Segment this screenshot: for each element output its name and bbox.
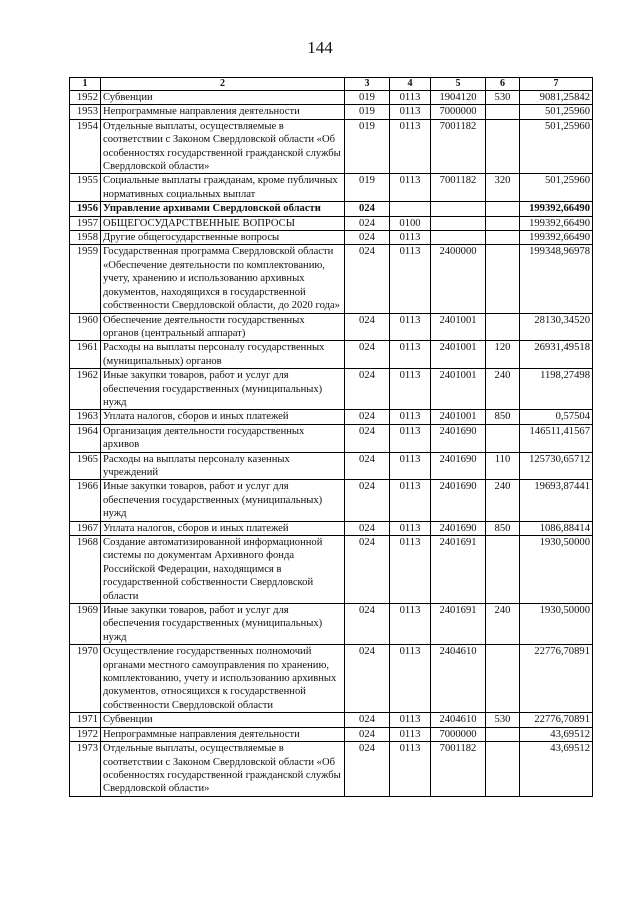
row-amount: 22776,70891 [520, 713, 593, 727]
row-target-code: 2401690 [431, 521, 486, 535]
row-amount: 501,25960 [520, 105, 593, 119]
row-expense-type-code: 320 [486, 174, 520, 202]
row-name: Уплата налогов, сборов и иных платежей [101, 521, 345, 535]
row-section-code: 0113 [390, 521, 431, 535]
row-expense-type-code: 240 [486, 480, 520, 521]
row-section-code [390, 202, 431, 216]
row-name: Создание автоматизированной информационной системы по документам Архивного фонда Российской Федерации, находящимся в государственной собственности Свердловской области [101, 536, 345, 604]
table-row [70, 231, 593, 245]
row-expense-type-code: 120 [486, 341, 520, 369]
row-ministry-code: 024 [345, 645, 390, 713]
row-ministry-code: 024 [345, 410, 390, 424]
row-expense-type-code: 110 [486, 452, 520, 480]
row-ministry-code: 024 [345, 202, 390, 216]
row-section-code: 0113 [390, 480, 431, 521]
row-ministry-code: 019 [345, 119, 390, 174]
row-number: 1962 [70, 369, 101, 410]
row-target-code: 7001182 [431, 174, 486, 202]
row-target-code: 2401001 [431, 369, 486, 410]
row-section-code: 0113 [390, 536, 431, 604]
row-section-code: 0113 [390, 713, 431, 727]
row-name: Отдельные выплаты, осуществляемые в соответствии с Законом Свердловской области «Об особенностях государственной гражданской службы Свердловской области» [101, 119, 345, 174]
row-expense-type-code [486, 536, 520, 604]
row-amount: 43,69512 [520, 742, 593, 797]
row-section-code: 0113 [390, 742, 431, 797]
row-target-code: 2401691 [431, 604, 486, 645]
header-col-4: 4 [390, 78, 431, 91]
row-ministry-code: 024 [345, 604, 390, 645]
row-expense-type-code [486, 119, 520, 174]
row-ministry-code: 024 [345, 536, 390, 604]
row-amount: 199392,66490 [520, 216, 593, 230]
row-target-code [431, 202, 486, 216]
row-amount: 501,25960 [520, 119, 593, 174]
table-row [70, 604, 593, 645]
row-name: Обеспечение деятельности государственных органов (центральный аппарат) [101, 313, 345, 341]
row-number: 1954 [70, 119, 101, 174]
row-ministry-code: 024 [345, 727, 390, 741]
row-number: 1973 [70, 742, 101, 797]
row-ministry-code: 019 [345, 105, 390, 119]
row-expense-type-code [486, 216, 520, 230]
table-body [70, 91, 593, 797]
row-expense-type-code: 530 [486, 91, 520, 105]
row-number: 1972 [70, 727, 101, 741]
row-number: 1956 [70, 202, 101, 216]
row-amount: 43,69512 [520, 727, 593, 741]
row-section-code: 0113 [390, 604, 431, 645]
row-ministry-code: 024 [345, 216, 390, 230]
row-target-code: 7000000 [431, 105, 486, 119]
row-amount: 1930,50000 [520, 604, 593, 645]
row-section-code: 0113 [390, 424, 431, 452]
row-name: Организация деятельности государственных архивов [101, 424, 345, 452]
header-col-6: 6 [486, 78, 520, 91]
row-expense-type-code [486, 105, 520, 119]
row-ministry-code: 024 [345, 369, 390, 410]
row-section-code: 0113 [390, 91, 431, 105]
row-expense-type-code [486, 231, 520, 245]
row-ministry-code: 024 [345, 452, 390, 480]
budget-table [69, 77, 593, 797]
row-target-code [431, 231, 486, 245]
table-row [70, 245, 593, 313]
row-number: 1963 [70, 410, 101, 424]
header-col-7: 7 [520, 78, 593, 91]
row-section-code: 0113 [390, 645, 431, 713]
row-section-code: 0113 [390, 452, 431, 480]
row-ministry-code: 024 [345, 713, 390, 727]
row-expense-type-code [486, 202, 520, 216]
row-name: Расходы на выплаты персоналу государственных (муниципальных) органов [101, 341, 345, 369]
table-row [70, 216, 593, 230]
row-name: Иные закупки товаров, работ и услуг для обеспечения государственных (муниципальных) нужд [101, 604, 345, 645]
row-name: Уплата налогов, сборов и иных платежей [101, 410, 345, 424]
table-row [70, 341, 593, 369]
table-row [70, 480, 593, 521]
row-target-code: 2401001 [431, 410, 486, 424]
row-number: 1969 [70, 604, 101, 645]
row-name: Осуществление государственных полномочий органами местного самоуправления по хранению, комплектованию, учету и использованию архивных документов, относящихся к государственной собственности Свердловской области [101, 645, 345, 713]
table-row [70, 105, 593, 119]
row-ministry-code: 024 [345, 341, 390, 369]
row-target-code: 2401690 [431, 424, 486, 452]
row-number: 1968 [70, 536, 101, 604]
row-amount: 1198,27498 [520, 369, 593, 410]
row-number: 1965 [70, 452, 101, 480]
row-ministry-code: 024 [345, 742, 390, 797]
row-amount: 125730,65712 [520, 452, 593, 480]
table-row [70, 369, 593, 410]
row-amount: 501,25960 [520, 174, 593, 202]
row-number: 1970 [70, 645, 101, 713]
row-section-code: 0113 [390, 174, 431, 202]
row-number: 1952 [70, 91, 101, 105]
row-target-code: 7000000 [431, 727, 486, 741]
row-ministry-code: 024 [345, 521, 390, 535]
row-number: 1959 [70, 245, 101, 313]
row-number: 1953 [70, 105, 101, 119]
header-col-3: 3 [345, 78, 390, 91]
table-row [70, 521, 593, 535]
row-name: Отдельные выплаты, осуществляемые в соответствии с Законом Свердловской области «Об особенностях государственной гражданской службы Свердловской области» [101, 742, 345, 797]
table-row [70, 727, 593, 741]
row-target-code: 2401690 [431, 452, 486, 480]
row-target-code: 2401690 [431, 480, 486, 521]
row-number: 1961 [70, 341, 101, 369]
row-amount: 28130,34520 [520, 313, 593, 341]
row-section-code: 0100 [390, 216, 431, 230]
row-name: Расходы на выплаты персоналу казенных учреждений [101, 452, 345, 480]
row-name: Иные закупки товаров, работ и услуг для обеспечения государственных (муниципальных) нужд [101, 369, 345, 410]
table-row [70, 119, 593, 174]
row-amount: 199392,66490 [520, 231, 593, 245]
row-target-code [431, 216, 486, 230]
row-number: 1971 [70, 713, 101, 727]
row-number: 1960 [70, 313, 101, 341]
row-name: Непрограммные направления деятельности [101, 105, 345, 119]
row-expense-type-code [486, 245, 520, 313]
row-amount: 26931,49518 [520, 341, 593, 369]
row-ministry-code: 024 [345, 231, 390, 245]
table-row [70, 536, 593, 604]
row-target-code: 2401691 [431, 536, 486, 604]
row-section-code: 0113 [390, 231, 431, 245]
table-header-row [70, 78, 593, 91]
row-amount: 1930,50000 [520, 536, 593, 604]
row-section-code: 0113 [390, 341, 431, 369]
row-name: Управление архивами Свердловской области [101, 202, 345, 216]
row-ministry-code: 024 [345, 245, 390, 313]
row-amount: 22776,70891 [520, 645, 593, 713]
row-target-code: 2400000 [431, 245, 486, 313]
row-name: ОБЩЕГОСУДАРСТВЕННЫЕ ВОПРОСЫ [101, 216, 345, 230]
row-name: Государственная программа Свердловской области «Обеспечение деятельности по комплектованию, учету, хранению и использованию архивных документов, находящихся в государственной собственности Свердловской области, до 2020 года» [101, 245, 345, 313]
table-row [70, 313, 593, 341]
row-target-code: 2404610 [431, 713, 486, 727]
row-ministry-code: 024 [345, 424, 390, 452]
table-row [70, 742, 593, 797]
row-section-code: 0113 [390, 410, 431, 424]
row-ministry-code: 019 [345, 91, 390, 105]
row-expense-type-code [486, 727, 520, 741]
row-number: 1966 [70, 480, 101, 521]
row-target-code: 2401001 [431, 313, 486, 341]
row-target-code: 1904120 [431, 91, 486, 105]
row-name: Другие общегосударственные вопросы [101, 231, 345, 245]
table-row [70, 174, 593, 202]
row-amount: 19693,87441 [520, 480, 593, 521]
row-name: Иные закупки товаров, работ и услуг для обеспечения государственных (муниципальных) нужд [101, 480, 345, 521]
table-row [70, 645, 593, 713]
row-expense-type-code [486, 645, 520, 713]
header-col-5: 5 [431, 78, 486, 91]
row-expense-type-code [486, 742, 520, 797]
row-section-code: 0113 [390, 245, 431, 313]
page-number: 144 [307, 38, 333, 57]
row-expense-type-code: 240 [486, 604, 520, 645]
table-row [70, 424, 593, 452]
row-amount: 199348,96978 [520, 245, 593, 313]
row-name: Субвенции [101, 713, 345, 727]
table-row [70, 713, 593, 727]
header-col-1: 1 [70, 78, 101, 91]
header-col-2: 2 [101, 78, 345, 91]
row-section-code: 0113 [390, 313, 431, 341]
row-expense-type-code: 850 [486, 521, 520, 535]
row-ministry-code: 019 [345, 174, 390, 202]
row-number: 1958 [70, 231, 101, 245]
row-amount: 1086,88414 [520, 521, 593, 535]
row-number: 1957 [70, 216, 101, 230]
row-amount: 146511,41567 [520, 424, 593, 452]
row-section-code: 0113 [390, 119, 431, 174]
row-amount: 199392,66490 [520, 202, 593, 216]
row-target-code: 2401001 [431, 341, 486, 369]
table-row [70, 452, 593, 480]
row-target-code: 7001182 [431, 742, 486, 797]
table-row [70, 91, 593, 105]
row-name: Непрограммные направления деятельности [101, 727, 345, 741]
row-expense-type-code [486, 424, 520, 452]
row-target-code: 2404610 [431, 645, 486, 713]
row-target-code: 7001182 [431, 119, 486, 174]
row-expense-type-code: 240 [486, 369, 520, 410]
table-row [70, 410, 593, 424]
row-expense-type-code [486, 313, 520, 341]
row-name: Субвенции [101, 91, 345, 105]
row-amount: 0,57504 [520, 410, 593, 424]
table-row [70, 202, 593, 216]
row-number: 1967 [70, 521, 101, 535]
row-ministry-code: 024 [345, 480, 390, 521]
row-name: Социальные выплаты гражданам, кроме публичных нормативных социальных выплат [101, 174, 345, 202]
row-number: 1964 [70, 424, 101, 452]
row-section-code: 0113 [390, 105, 431, 119]
row-expense-type-code: 530 [486, 713, 520, 727]
row-ministry-code: 024 [345, 313, 390, 341]
row-number: 1955 [70, 174, 101, 202]
row-section-code: 0113 [390, 727, 431, 741]
row-section-code: 0113 [390, 369, 431, 410]
row-amount: 9081,25842 [520, 91, 593, 105]
row-expense-type-code: 850 [486, 410, 520, 424]
